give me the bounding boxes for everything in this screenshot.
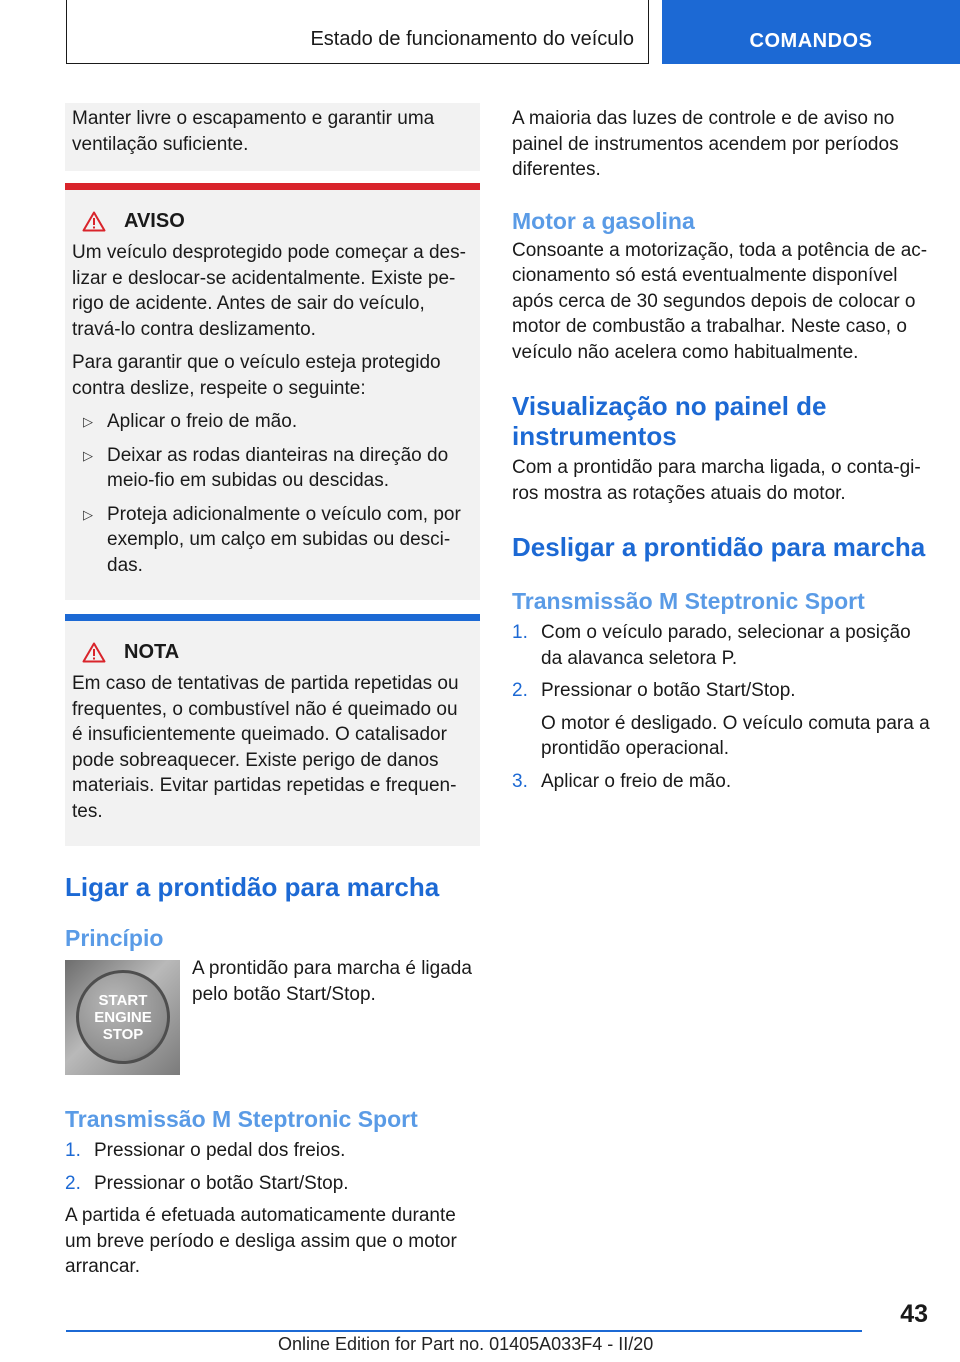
step-number: 2.	[65, 1172, 81, 1194]
triangle-bullet-icon: ▷	[83, 447, 93, 463]
visual-text: Com a prontidão para marcha ligada, o conta-gi-ros mostra as rotações atuais do motor.	[512, 457, 921, 504]
list-item	[72, 443, 473, 494]
left-column	[65, 103, 480, 1280]
start-stop-button-face	[76, 970, 170, 1064]
button-label-line: START	[98, 991, 148, 1009]
nota-header	[72, 621, 473, 671]
button-label-line: STOP	[102, 1025, 144, 1043]
step-text: Pressionar o pedal dos freios.	[94, 1140, 346, 1161]
principio-block	[65, 960, 480, 1075]
right-intro-text: A maioria das luzes de controle e de aviso no painel de instrumentos acendem por períodos diferentes.	[512, 108, 899, 180]
list-item-text: Proteja adicionalmente o veículo com, por exemplo, um calço em subidas ou desci-das.	[107, 503, 461, 576]
aviso-header	[72, 190, 473, 240]
heading-principio: Princípio	[65, 925, 164, 951]
triangle-bullet-icon: ▷	[83, 414, 93, 429]
list-item	[72, 502, 473, 579]
heading-transmissao: Transmissão M Steptronic Sport	[65, 1106, 418, 1132]
step-number: 2.	[512, 680, 528, 701]
edition-text: Online Edition for Part no. 01405A033F4 - II/20	[278, 1334, 654, 1354]
nota-title: NOTA	[124, 640, 180, 663]
step-number: 3.	[512, 770, 528, 792]
intro-text: Manter livre o escapamento e garantir uma ventilação suficiente.	[72, 108, 435, 155]
aviso-paragraph-1: Um veículo desprotegido pode começar a des-lizar e deslocar-se acidentalmente. Existe pe-rigo de acidente. Antes de sair do veículo, travá-lo contra deslizamento.	[72, 242, 466, 340]
list-item-text: Deixar as rodas dianteiras na direção do meio-fio em subidas ou descidas.	[107, 444, 449, 491]
warning-triangle-icon	[82, 642, 106, 663]
list-item	[512, 769, 932, 795]
step-subtext: O motor é desligado. O veículo comuta para a prontidão operacional.	[541, 712, 930, 759]
right-column	[512, 103, 932, 801]
list-item	[72, 409, 473, 435]
list-item	[65, 1171, 480, 1197]
step-number: 1.	[512, 622, 528, 643]
stop-steps-list	[512, 620, 932, 794]
header-chapter-tab: COMANDOS	[662, 0, 960, 64]
heading-ligar: Ligar a prontidão para marcha	[65, 872, 440, 902]
list-item	[512, 620, 932, 671]
heading-motor-gasolina: Motor a gasolina	[512, 207, 695, 234]
principio-text: A prontidão para marcha é ligada pelo botão Start/Stop.	[192, 958, 472, 1005]
page-number: 43	[900, 1300, 928, 1328]
aviso-paragraph-2: Para garantir que o veículo esteja protegido contra deslize, respeite o seguinte:	[72, 352, 441, 399]
start-steps-list	[65, 1138, 480, 1196]
list-item	[512, 678, 932, 762]
aviso-list	[72, 409, 473, 578]
heading-visualizacao: Visualização no painel de instrumentos	[512, 391, 827, 451]
motor-text: Consoante a motorização, toda a potência de ac-cionamento só está eventualmente disponível após cerca de 30 segundos depois de colocar o motor de combustão a trabalhar. Neste caso, o veículo não acelera como habitualmente.	[512, 239, 928, 363]
aviso-title: AVISO	[124, 209, 185, 232]
start-after-text: A partida é efetuada automaticamente durante um breve período e desliga assim que o motor arrancar.	[65, 1205, 457, 1277]
step-text: Pressionar o botão Start/Stop.	[541, 680, 796, 701]
footer-divider	[66, 1330, 862, 1332]
step-text: Pressionar o botão Start/Stop.	[94, 1172, 349, 1194]
start-stop-button-image	[65, 960, 180, 1075]
list-item-text: Aplicar o freio de mão.	[107, 411, 298, 432]
heading-desligar: Desligar a prontidão para marcha	[512, 532, 926, 562]
header-section-title: Estado de funcionamento do veículo	[66, 0, 649, 64]
aviso-box	[65, 183, 480, 600]
nota-paragraph: Em caso de tentativas de partida repetidas ou frequentes, o combustível não é queimado ou é insuficientemente queimado. O catalisador pode sobreaquecer. Existe perigo de danos materiais. Evitar partidas repetidas e frequen-tes.	[72, 673, 459, 822]
intro-box	[65, 103, 480, 171]
triangle-bullet-icon: ▷	[83, 506, 93, 522]
button-label-line: ENGINE	[94, 1008, 152, 1026]
step-text: Com o veículo parado, selecionar a posição da alavanca seletora P.	[541, 622, 911, 669]
list-item	[65, 1138, 480, 1164]
heading-transmissao-right: Transmissão M Steptronic Sport	[512, 588, 865, 614]
step-text: Aplicar o freio de mão.	[541, 770, 732, 792]
step-body	[541, 678, 932, 762]
warning-triangle-icon	[82, 211, 106, 232]
step-number: 1.	[65, 1140, 81, 1161]
nota-box	[65, 614, 480, 846]
